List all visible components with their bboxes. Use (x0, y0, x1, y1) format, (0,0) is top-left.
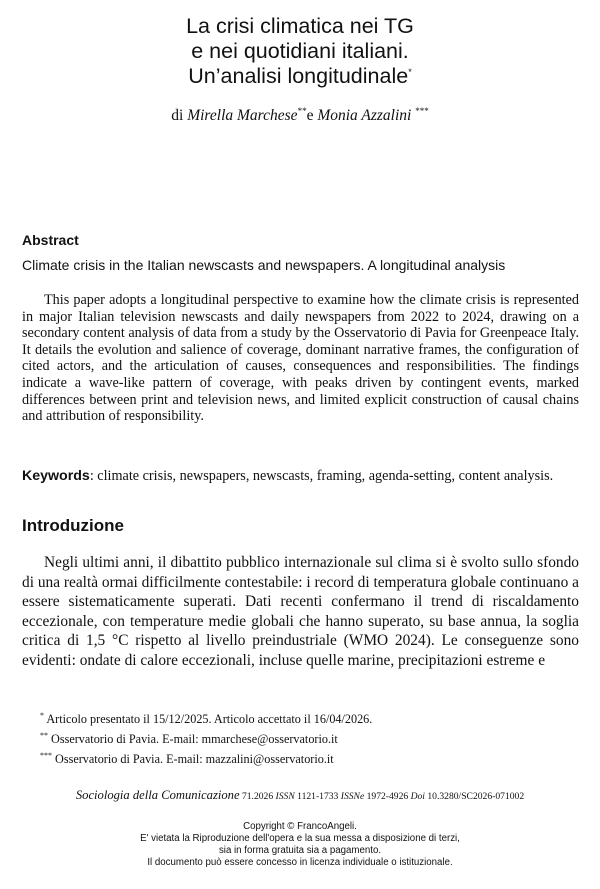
title-line-1: La crisi climatica nei TG (186, 14, 414, 38)
title-line-3 (0, 64, 600, 89)
author-prefix: di (171, 107, 188, 124)
author-1: Mirella Marchese (187, 107, 298, 124)
abstract-heading: Abstract (22, 232, 79, 248)
issne-label: ISSNe (340, 791, 365, 802)
doi-label: Doi (410, 791, 425, 802)
footnote-1-text: Articolo presentato il 15/12/2025. Articolo accettato il 16/04/2026. (44, 712, 373, 726)
journal-name: Sociologia della Comunicazione (75, 788, 240, 802)
abstract-body: This paper adopts a longitudinal perspective to examine how the climate crisis is represented in major Italian television newscasts and daily newspapers from 2022 to 2024, drawing on a secondary content analysis of data from a study by the Osservatorio di Pavia for Greenpeace Italy. It details the evolution and salience of coverage, dominant narrative frames, the configuration of cited actors, and the articulation of causes, consequences and responsibilities. The findings indicate a wave-like pattern of coverage, with peaks driven by contingent events, marked differences between print and television news, and limited explicit construction of causal chains and attribution of responsibility. (22, 292, 579, 425)
journal-issue: 71.2026 (239, 791, 276, 802)
author-line (0, 107, 600, 125)
copyright-notice (0, 821, 600, 869)
introduction-heading: Introduzione (22, 516, 124, 535)
footnote-3-mark: *** (40, 750, 52, 760)
abstract-subtitle: Climate crisis in the Italian newscasts and newspapers. A longitudinal analysis (22, 257, 506, 273)
title-line-2: e nei quotidiani italiani. (191, 39, 409, 63)
keywords-label: Keywords (22, 468, 90, 484)
footnotes (40, 709, 372, 769)
issn-value: 1121-1733 (294, 791, 341, 802)
journal-citation (0, 788, 600, 803)
article-title (0, 14, 600, 89)
title-line-3-text: Un’analisi longitudinale (188, 64, 409, 88)
introduction-body: Negli ultimi anni, il dibattito pubblico internazionale sul clima si è svolto sullo sfondo di una realtà ormai difficilmente contestabile: i record di temperatura globale continuano a essere sistematicamente superati. Dati recenti confermano il trend di riscaldamento eccezionale, con temperature medie globali che hanno superato, su base annua, la soglia critica di 1,5 °C rispetto al livello preindustriale (WMO 2024). Le conseguenze sono evidenti: ondate di calore eccezionali, incluse quelle marine, precipitazioni estreme e (22, 554, 579, 669)
footnote-2-text: Osservatorio di Pavia. E-mail: mmarchese@osservatorio.it (48, 732, 338, 746)
footnote-3-text: Osservatorio di Pavia. E-mail: mazzalini@osservatorio.it (52, 752, 334, 766)
issne-value: 1972-4926 (364, 791, 411, 802)
copyright-line-4: Il documento può essere concesso in licenza individuale o istituzionale. (147, 857, 453, 868)
footnote-2-mark: ** (40, 730, 48, 740)
author-2: Monia Azzalini (317, 107, 412, 124)
copyright-line-3: sia in forma gratuita sia a pagamento. (218, 845, 382, 856)
copyright-line-2: E' vietata la Riproduzione dell'opera e la sua messa a disposizione di terzi, (140, 833, 460, 844)
title-footnote-mark: * (408, 66, 412, 77)
footnote-3 (40, 749, 372, 769)
issn-label: ISSN (275, 791, 295, 802)
footnote-1 (40, 709, 372, 729)
keywords (22, 468, 579, 485)
footnote-2 (40, 729, 372, 749)
footnote-1-mark: * (40, 710, 44, 720)
author-2-mark: *** (415, 105, 429, 116)
author-1-mark: ** (297, 105, 307, 116)
author-conjunction: e (306, 107, 318, 124)
doi-value: 10.3280/SC2026-071002 (424, 791, 525, 802)
copyright-line-1: Copyright © FrancoAngeli. (243, 821, 357, 832)
keywords-text: : climate crisis, newspapers, newscasts, framing, agenda-setting, content analysis. (89, 468, 554, 484)
